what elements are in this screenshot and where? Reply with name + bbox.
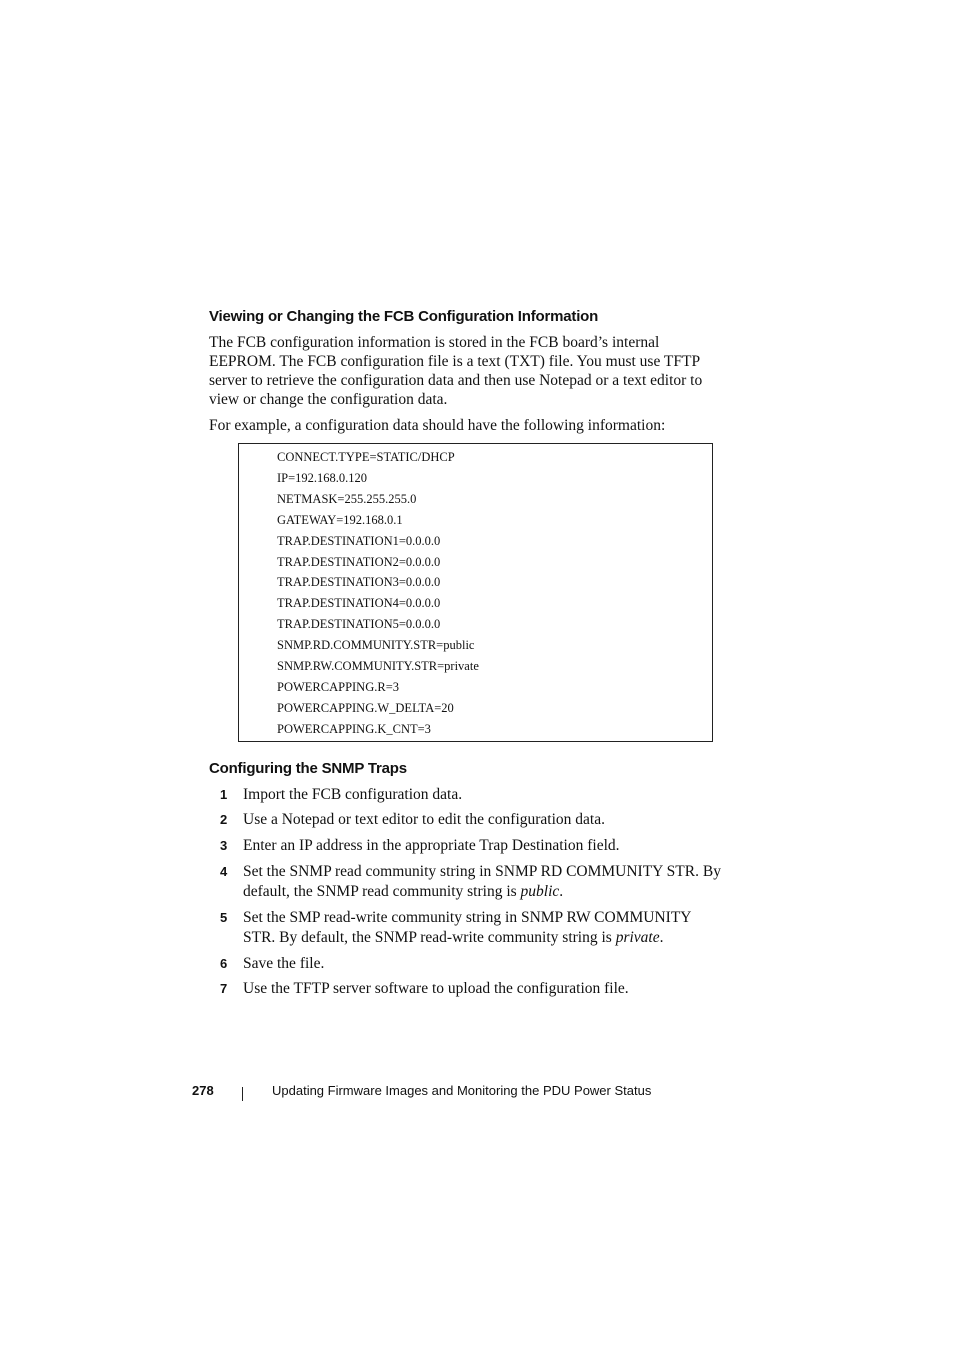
- section-heading-snmp-traps: Configuring the SNMP Traps: [209, 759, 407, 777]
- list-item: [209, 810, 723, 830]
- step-list: [209, 785, 723, 1000]
- list-item: [209, 908, 723, 948]
- config-line: TRAP.DESTINATION3=0.0.0.0: [277, 575, 441, 590]
- config-line: NETMASK=255.255.255.0: [277, 491, 417, 506]
- config-line: TRAP.DESTINATION4=0.0.0.0: [277, 596, 441, 611]
- list-item: [209, 979, 723, 999]
- step-text-end: .: [559, 883, 564, 901]
- config-line: TRAP.DESTINATION1=0.0.0.0: [277, 533, 441, 548]
- footer-chapter-title: Updating Firmware Images and Monitoring the PDU Power Status: [272, 1083, 652, 1098]
- config-line: SNMP.RD.COMMUNITY.STR=public: [277, 638, 475, 653]
- list-item: [209, 836, 723, 856]
- config-line: POWERCAPPING.R=3: [277, 679, 399, 694]
- step-text: Use the TFTP server software to upload the configuration file.: [243, 980, 629, 998]
- section-heading-fcb-config: Viewing or Changing the FCB Configuration Information: [209, 308, 599, 325]
- config-line: GATEWAY=192.168.0.1: [277, 512, 403, 527]
- footer-divider: [242, 1087, 243, 1101]
- step-text: Import the FCB configuration data.: [243, 785, 463, 803]
- intro-paragraph: The FCB configuration information is stored in the FCB board’s internal EEPROM. The FCB configuration file is a text (TXT) file. You must use TFTP server to retrieve the configuration data and then use Notepad or a text editor to view or change the configuration data.: [209, 334, 703, 408]
- step-text: Set the SNMP read community string in SNMP RD COMMUNITY STR. By default, the SNMP read community string is: [243, 863, 721, 901]
- step-text: Use a Notepad or text editor to edit the configuration data.: [243, 811, 605, 829]
- config-line: POWERCAPPING.K_CNT=3: [277, 721, 431, 736]
- step-number: 3: [220, 838, 228, 854]
- config-line: IP=192.168.0.120: [277, 470, 368, 485]
- step-text: Enter an IP address in the appropriate Trap Destination field.: [243, 837, 620, 855]
- list-item: [209, 785, 723, 805]
- step-text-end: .: [659, 928, 664, 946]
- config-line: POWERCAPPING.W_DELTA=20: [277, 700, 454, 715]
- step-number: 6: [220, 955, 228, 971]
- step-number: 7: [220, 981, 228, 997]
- page-content: [209, 305, 723, 1005]
- default-read-community: public: [520, 883, 560, 901]
- step-text: Set the SMP read-write community string in SNMP RW COMMUNITY STR. By default, the SNMP read-write community string is: [243, 908, 691, 946]
- step-number: 1: [220, 786, 228, 802]
- step-number: 2: [220, 812, 228, 828]
- config-example-box: [238, 443, 713, 742]
- page-number: 278: [192, 1083, 214, 1098]
- step-number: 4: [220, 864, 228, 880]
- list-item: [209, 862, 723, 902]
- config-line: SNMP.RW.COMMUNITY.STR=private: [277, 659, 479, 674]
- config-line: TRAP.DESTINATION2=0.0.0.0: [277, 554, 441, 569]
- config-line: CONNECT.TYPE=STATIC/DHCP: [277, 450, 455, 464]
- step-text: Save the file.: [243, 954, 325, 972]
- step-number: 5: [220, 909, 228, 925]
- config-line: TRAP.DESTINATION5=0.0.0.0: [277, 617, 441, 632]
- list-item: [209, 954, 723, 974]
- default-write-community: private: [615, 928, 660, 946]
- example-intro-paragraph: For example, a configuration data should have the following information:: [209, 417, 666, 434]
